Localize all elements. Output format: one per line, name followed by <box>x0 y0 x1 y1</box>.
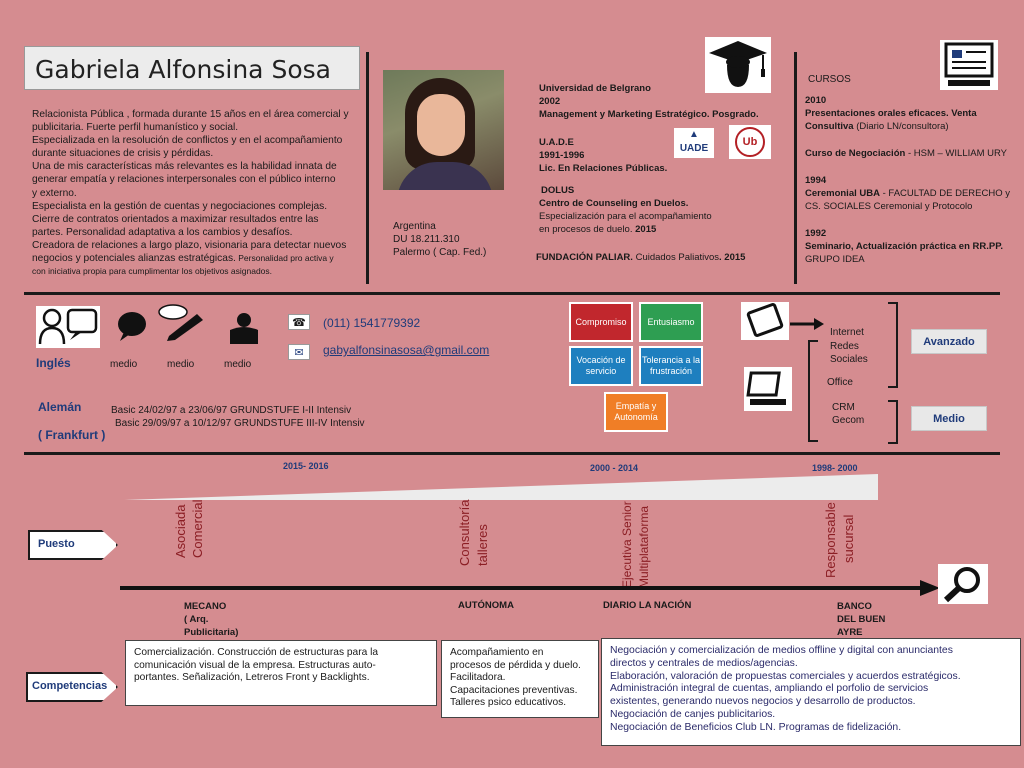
role-line: Multiplataforma <box>637 505 651 588</box>
profile-line-text: negocios y potenciales alianzas estratégicas. <box>32 253 236 265</box>
country: Argentina <box>393 221 436 232</box>
skill-crm: CRM <box>832 402 855 413</box>
level-advanced-box: Avanzado <box>911 329 987 354</box>
divider <box>24 292 1000 295</box>
company-line: DEL BUEN <box>837 614 886 625</box>
city: Palermo ( Cap. Fed.) <box>393 247 487 258</box>
role-line: Ejecutiva Senior <box>620 501 634 588</box>
tablet-icon <box>741 302 789 340</box>
dolus-line3 <box>539 223 712 236</box>
role-line: Responsable <box>823 502 838 578</box>
competencias-tag <box>26 672 118 702</box>
role-talleres <box>476 524 490 566</box>
year-range-left: 2015- 2016 <box>283 461 329 471</box>
email-icon: ✉ <box>288 344 310 360</box>
bracket <box>888 302 898 388</box>
competencia-line: Negociación de Beneficios Club LN. Programas de fidelización. <box>610 721 902 733</box>
puesto-label: Puesto <box>38 538 75 550</box>
competencia-line: Negociación de canjes publicitarios. <box>610 708 776 720</box>
level-reading: medio <box>224 359 252 370</box>
paliar-year: . 2015 <box>719 252 746 263</box>
profile-summary <box>32 108 362 278</box>
profile-line: publicitaria. Fuerte perfil humanístico y social. <box>32 122 239 134</box>
uade-years: 1991-1996 <box>539 150 585 161</box>
course-line <box>805 187 1020 200</box>
dni: DU 18.211.310 <box>393 234 460 245</box>
competencias-box-diario <box>601 638 1021 746</box>
competencias-box-autonoma <box>441 640 599 718</box>
course-title: Seminario, Actualización práctica en RR.PP. <box>805 241 1003 252</box>
company-line: ( Arq. <box>184 614 209 625</box>
uade-logo-text: UADE <box>679 143 709 154</box>
course-year: 1994 <box>805 175 827 186</box>
dolus-text: en procesos de duelo. <box>539 224 636 235</box>
profile-line: Especialista en la gestión de cuentas y negociaciones complejas. <box>32 200 328 212</box>
ub-year: 2002 <box>539 96 561 107</box>
company-autonoma: AUTÓNOMA <box>458 600 514 611</box>
reading-person-icon <box>226 312 262 344</box>
competencia-line: Talleres psico educativos. <box>450 697 567 708</box>
language-english: Inglés <box>36 356 71 370</box>
level-writing: medio <box>167 359 195 370</box>
puesto-tag <box>28 530 118 560</box>
profile-line: durante situaciones de crisis y pérdidas. <box>32 148 214 160</box>
competencia-line: procesos de pérdida y duelo. <box>450 659 581 671</box>
ub-logo <box>729 125 771 159</box>
role-line: sucursal <box>841 514 856 563</box>
profile-line: y externo. <box>32 187 77 199</box>
competencia-line: Elaboración, valoración de propuestas comerciales y acuerdos estratégicos. <box>610 670 961 682</box>
computer-icon <box>744 367 792 411</box>
dolus-entry <box>539 184 712 236</box>
divider <box>794 52 797 284</box>
german-course-1: Basic 24/02/97 a 23/06/97 GRUNDSTUFE I-II Intensiv <box>111 405 352 416</box>
competencias-box-mecano <box>125 640 437 706</box>
role-comercial <box>191 499 205 558</box>
competencia-line: portantes. Señalización, Letreros Front y Backlights. <box>134 672 370 683</box>
courses-title: CURSOS <box>808 74 851 85</box>
profile-line: generar empatía y relaciones interpersonales con el público interno <box>32 174 336 186</box>
company-line: Publicitaria) <box>184 627 239 638</box>
paliar-name: FUNDACIÓN PALIAR. <box>536 252 633 263</box>
level-speaking: medio <box>110 359 138 370</box>
ub-name: Universidad de Belgrano <box>539 83 651 94</box>
divider <box>366 52 369 284</box>
graduation-cap-icon <box>705 37 771 93</box>
dolus-line2: Especialización para el acompañamiento <box>539 211 712 222</box>
course-year: 2010 <box>805 95 827 106</box>
dolus-year: 2015 <box>635 224 657 235</box>
skill-sociales: Sociales <box>830 354 868 365</box>
role-consultoria <box>458 500 472 566</box>
course-line <box>805 147 1020 160</box>
role-ejecutiva <box>620 501 634 588</box>
company-line: MECANO <box>184 601 227 612</box>
course-title: Presentaciones orales eficaces. Venta <box>805 108 977 119</box>
magnifier-icon <box>938 564 988 604</box>
profile-line: Cierre de contratos orientados a maximizar resultados entre las <box>32 213 319 225</box>
dolus-line1: Centro de Counseling en Duelos. <box>539 198 689 209</box>
company-line: AYRE <box>837 627 863 638</box>
role-line: talleres <box>475 524 490 566</box>
phone-icon: ☎ <box>288 314 310 330</box>
competencia-line: Facilitadora. <box>450 672 506 683</box>
ub-degree: Management y Marketing Estratégico. Posgrado. <box>539 109 759 120</box>
name-box <box>24 46 360 90</box>
course-note: (Diario LN/consultora) <box>853 121 949 132</box>
value-tile-compromiso: Compromiso <box>569 302 633 342</box>
monitor-icon <box>940 40 998 90</box>
timeline-arrow <box>120 580 940 596</box>
profile-line: Relacionista Pública , formada durante 15 años en el área comercial y <box>32 109 349 120</box>
speech-bubble-icon <box>116 310 148 342</box>
candidate-name: Gabriela Alfonsina Sosa <box>35 55 331 84</box>
role-asociada <box>174 505 188 558</box>
phone-number: (011) 1541779392 <box>323 316 421 330</box>
company-diario: DIARIO LA NACIÓN <box>603 600 692 611</box>
course-year: 1992 <box>805 228 827 239</box>
skill-office: Office <box>827 377 853 388</box>
competencia-line: Negociación y comercialización de medios offline y digital con anunciantes <box>610 645 953 656</box>
value-tile-entusiasmo: Entusiasmo <box>639 302 703 342</box>
value-tile-empatia: Empatía y Autonomía <box>604 392 668 432</box>
competencia-line: Comercialización. Construcción de estructuras para la <box>134 647 379 658</box>
profile-line <box>32 252 362 265</box>
writing-icon <box>155 304 205 342</box>
bracket <box>888 400 898 444</box>
company-mecano <box>184 600 238 639</box>
course-title: Curso de Negociación <box>805 148 906 159</box>
uade-entry <box>539 136 667 175</box>
course-note: GRUPO IDEA <box>805 254 865 265</box>
skill-internet: Internet <box>830 327 864 338</box>
profile-photo <box>383 70 504 190</box>
profile-line: Una de mis características más relevantes es la habilidad innata de <box>32 161 337 173</box>
profile-tail-line: con iniciativa propia para cumplimentar los objetivos asignados. <box>32 266 273 277</box>
divider <box>24 452 1000 455</box>
competencia-line: directos y centrales de medios/agencias. <box>610 657 798 669</box>
email-link[interactable]: gabyalfonsinasosa@gmail.com <box>323 343 490 357</box>
profile-tail: Personalidad pro activa y <box>235 253 334 264</box>
competencia-line: Acompañamiento en <box>450 647 544 658</box>
company-banco <box>837 600 885 639</box>
role-sucursal <box>842 515 856 563</box>
value-tile-tolerancia: Tolerancia a la frustración <box>639 346 703 386</box>
dolus-name: DOLUS <box>541 185 575 196</box>
competencia-line: existentes, generando nuevos negocios y desarrollo de productos. <box>610 696 916 708</box>
german-course-2: Basic 29/09/97 a 10/12/97 GRUNDSTUFE III-IV Intensiv <box>115 418 365 429</box>
value-tile-vocacion: Vocación de servicio <box>569 346 633 386</box>
course-note: - HSM – WILLIAM URY <box>905 148 1008 159</box>
paliar-course: Cuidados Paliativos <box>632 252 720 263</box>
course-title-2: Consultiva <box>805 121 854 132</box>
arrow-right-icon <box>790 317 824 325</box>
bracket <box>808 340 818 442</box>
german-location: ( Frankfurt ) <box>38 428 106 442</box>
year-range-right: 1998- 2000 <box>812 463 858 473</box>
role-line: Asociada <box>173 504 188 558</box>
role-line: Comercial <box>190 499 205 558</box>
profile-line: Creadora de relaciones a largo plazo, visionaria para detectar nuevos <box>32 239 347 251</box>
company-line: BANCO <box>837 601 872 612</box>
competencia-line: comunicación visual de la empresa. Estructuras auto- <box>134 659 376 671</box>
course-note: - FACULTAD DE DERECHO y <box>879 188 1010 199</box>
uade-degree: Lic. En Relaciones Públicas. <box>539 163 668 174</box>
profile-line: partes. Personalidad adaptativa a los cambios y desafíos. <box>32 226 293 238</box>
skill-gecom: Gecom <box>832 415 865 426</box>
role-line: Consultoría <box>457 499 472 566</box>
course-note-2: CS. SOCIALES Ceremonial y Protocolo <box>805 201 973 212</box>
conversation-icon <box>36 306 100 348</box>
uade-logo: ▲ UADE <box>674 128 714 158</box>
role-responsable <box>824 502 838 578</box>
paliar-entry <box>536 251 745 264</box>
role-multiplataforma <box>637 506 651 588</box>
course-title: Ceremonial UBA <box>805 188 880 199</box>
profile-line: Especializada en la resolución de conflictos y en el acompañamiento <box>32 135 343 147</box>
personal-info <box>393 220 486 259</box>
competencia-line: Administración integral de cuentas, ampliando el porfolio de servicios <box>610 683 929 695</box>
level-medium-box: Medio <box>911 406 987 431</box>
ub-logo-text: Ub <box>735 127 765 157</box>
uade-name: U.A.D.E <box>539 137 574 148</box>
competencias-label: Competencias <box>32 680 108 692</box>
timeline-wedge <box>124 474 878 500</box>
skill-redes: Redes <box>830 341 859 352</box>
competencia-line: Capacitaciones preventivas. <box>450 684 578 696</box>
course-line <box>805 120 1020 133</box>
courses-list <box>805 94 1020 266</box>
language-german: Alemán <box>38 400 82 414</box>
year-range-mid: 2000 - 2014 <box>590 463 639 473</box>
